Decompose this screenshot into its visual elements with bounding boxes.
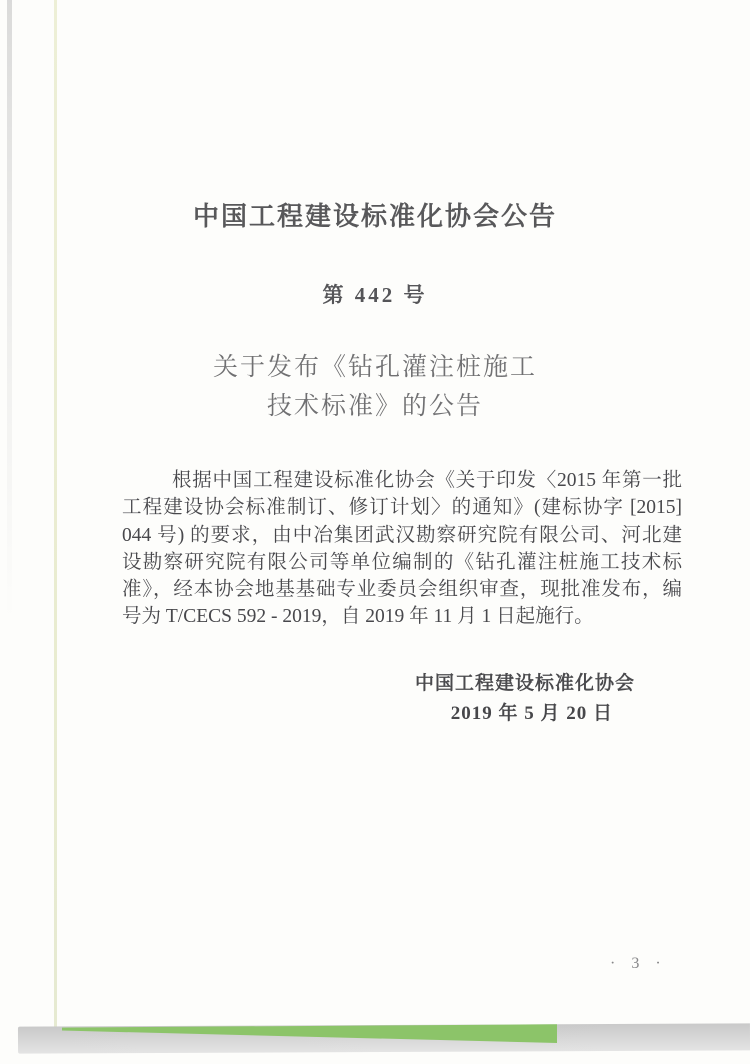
page-number: · 3 · xyxy=(610,955,667,972)
subject-line-2: 技术标准》的公告 xyxy=(266,393,483,420)
page-fold-line xyxy=(54,0,57,1028)
signature-date: 2019 年 5 月 20 日 xyxy=(450,703,613,724)
announcement-org-title: 中国工程建设标准化协会公告 xyxy=(192,201,557,231)
left-edge-scan-shadow xyxy=(7,0,12,620)
body-paragraph xyxy=(122,467,682,631)
body-line: 号为 T/CECS 592 - 2019，自 2019 年 11 月 1 日起施行。 xyxy=(122,606,594,628)
body-line: 准》，经本协会地基基础专业委员会组织审查，现批准发布，编 xyxy=(122,579,682,601)
body-line: 根据中国工程建设标准化协会《关于印发〈2015 年第一批 xyxy=(172,470,682,491)
announcement-subject xyxy=(0,348,750,426)
subject-line-1: 关于发布《钻孔灌注桩施工 xyxy=(212,354,537,381)
body-line: 工程建设协会标准制订、修订计划〉的通知》(建标协字 [2015] xyxy=(122,497,682,519)
body-line: 044 号) 的要求，由中冶集团武汉勘察研究院有限公司、河北建 xyxy=(122,524,682,546)
body-line: 设勘察研究院有限公司等单位编制的《钻孔灌注桩施工技术标 xyxy=(122,551,682,573)
announcement-number: 第 442 号 xyxy=(322,283,428,307)
signature-org: 中国工程建设标准化协会 xyxy=(414,673,635,694)
